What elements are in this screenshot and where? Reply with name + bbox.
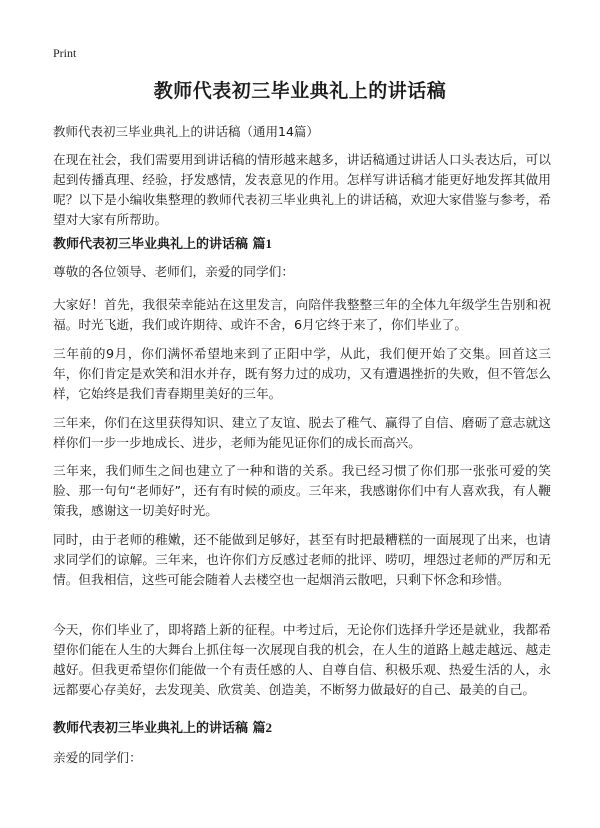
paragraph: 三年来，我们师生之间也建立了一种和谐的关系。我已经习惯了你们那一张张可爱的笑脸、那一句句“老师好”，还有有时候的顽皮。三年来，我感谢你们中有人喜欢我，有人鞭策我，感谢这一切美好时光。 [53, 463, 551, 518]
paragraph: 三年前的9月，你们满怀希望地来到了正阳中学，从此，我们便开始了交集。回首这三年，你们肯定是欢笑和泪水并存，既有努力过的成功，又有遭遇挫折的失败，但不管怎么样，它始终是我们青春期里美好的三年。 [53, 346, 551, 401]
paragraph-greeting: 尊敬的各位领导、老师们，亲爱的同学们： [53, 264, 295, 279]
section-number: 1 [265, 236, 273, 251]
intro-paragraph: 在现在社会，我们需要用到讲话稿的情形越来越多，讲话稿通过讲话人口头表达后，可以起到传播真理、经验，抒发感情，发表意见的作用。怎样写讲话稿才能更好地发挥其做用呢？以下是小编收集整理的教师代表初三毕业典礼上的讲话稿，欢迎大家借鉴与参考，希望对大家有所帮助。 [53, 152, 551, 227]
section-heading-text: 教师代表初三毕业典礼上的讲话稿 篇 [53, 237, 266, 252]
page-title: 教师代表初三毕业典礼上的讲话稿 [153, 80, 447, 102]
paragraph: 今天，你们毕业了，即将踏上新的征程。中考过后，无论你们选择升学还是就业，我都希望你们能在人生的大舞台上抓住每一次展现自我的机会，在人生的道路上越走越远、越走越好。但我更希望你们能做一个有责任感的人、自尊自信、积极乐观、热爱生活的人，永远都要心存美好，去发现美、欣赏美、创造美，不断努力做最好的自己、最美的自己。 [53, 622, 551, 697]
section-heading-2 [53, 717, 272, 736]
paragraph: 同时，由于老师的稚嫩，还不能做到足够好，甚至有时把最糟糕的一面展现了出来，也请求同学们的谅解。三年来，也许你们方反感过老师的批评、唠叨，埋怨过老师的严厉和无情。但我相信，这些可能会随着人去楼空也一起烟消云散吧，只剩下怀念和珍惜。 [53, 532, 551, 587]
document-subtitle: 教师代表初三毕业典礼上的讲话稿（通用14篇） [53, 124, 319, 139]
paragraph-greeting: 亲爱的同学们： [53, 750, 142, 765]
paragraph: 大家好！首先，我很荣幸能站在这里发言，向陪伴我整整三年的全体九年级学生告别和祝福。时光飞逝，我们或许期待、或许不舍，6月它终于来了，你们毕业了。 [53, 297, 551, 332]
print-link[interactable]: Print [53, 46, 77, 60]
section-heading-text: 教师代表初三毕业典礼上的讲话稿 篇 [53, 721, 266, 736]
section-number: 2 [265, 720, 273, 735]
paragraph: 三年来，你们在这里获得知识、建立了友谊、脱去了稚气、赢得了自信、磨砺了意志就这样你们一步一步地成长、进步，老师为能见证你们的成长而高兴。 [53, 415, 551, 450]
section-heading-1 [53, 233, 272, 252]
